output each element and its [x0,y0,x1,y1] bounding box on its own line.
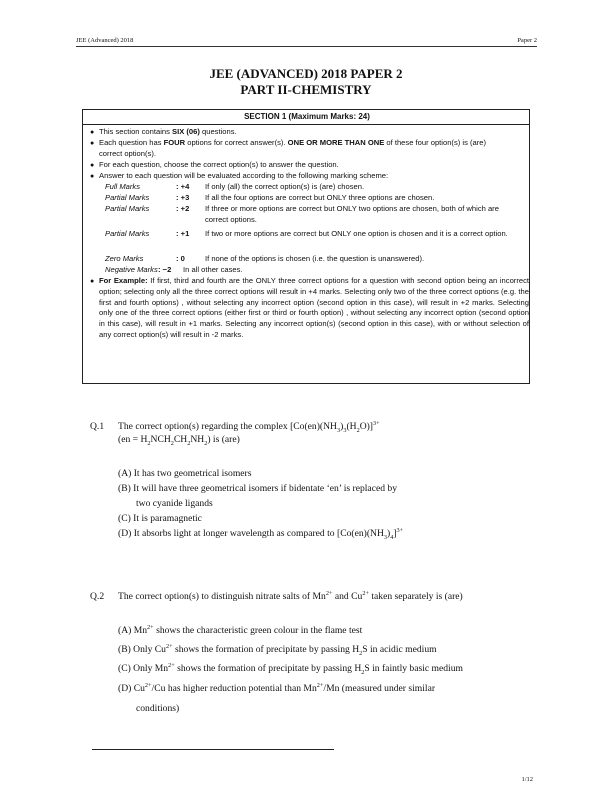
scheme-description: If two or more options are correct but ONLY one option is chosen and it is a correct option. [205,229,508,238]
instructions-box [82,109,530,384]
option-a: (A) It has two geometrical isomers [118,468,252,479]
bullet-icon: ● [90,173,95,180]
header-paper-number: Paper 2 [517,37,537,44]
bullet-icon: ● [90,129,95,136]
scheme-label: Negative Marks [105,265,158,274]
option-c: (C) It is paramagnetic [118,513,202,524]
scheme-mark: : −2 [158,265,172,274]
scheme-mark: : +2 [176,204,190,213]
bullet-icon: ● [90,278,95,285]
scheme-mark: : +4 [176,182,190,191]
bullet-icon: ● [90,162,95,169]
scheme-label: Partial Marks [105,229,150,238]
option-a: (A) $Mn^{2+}$ shows the characteristic green colour in the flame test [118,623,363,636]
scheme-mark: : +1 [176,229,190,238]
bullet-icon: ● [90,140,95,147]
scheme-description: In all other cases. [183,265,243,274]
section-title: SECTION 1 (Maximum Marks: 24) [244,112,370,121]
question-number: Q.2 [90,591,105,602]
question-number: Q.1 [90,421,105,432]
option-c: (C) Only $Mn^{2+}$ shows the formation of precipitate by passing $H_2S$ in faintly basic medium [118,661,463,676]
scheme-description: If none of the options is chosen (i.e. the question is unanswered). [205,254,425,263]
option-b: (B) It will have three geometrical isomers if bidentate ‘en’ is replaced by [118,483,397,494]
page-number: 1/12 [521,776,533,783]
scheme-description: If only (all) the correct option(s) is (are) chosen. [205,182,365,191]
instruction-marking: Answer to each question will be evaluated according to the following marking scheme: [99,171,389,180]
option-d: (D) It absorbs light at longer wavelength as compared to $[Co(en)(NH_3)_4]^{3+}$ [118,526,404,541]
question-text: The correct option(s) to distinguish nitrate salts of $Mn^{2+}$ and $Cu^{2+}$ taken separately is (are) [118,589,463,602]
option-b-cont: two cyanide ligands [136,498,213,509]
option-d-cont: conditions) [136,703,180,714]
instruction-choose: For each question, choose the correct option(s) to answer the question. [99,160,339,169]
page-subtitle: PART II-CHEMISTRY [240,82,372,97]
scheme-description: If three or more options are correct but ONLY two options are chosen, both of which are correct options. [205,204,499,224]
scheme-label: Partial Marks [105,204,150,213]
instruction-options: Each question has FOUR options for correct answer(s). ONE OR MORE THAN ONE of these four option(s) is (are) correct option(s). [99,138,487,158]
instruction-question-count: This section contains SIX (06) questions. [99,127,237,136]
question-text: The correct option(s) regarding the complex $[Co(en)(NH_3)_3(H_2O)]^{3+}$ [118,419,380,434]
section-title-rule [83,124,529,125]
page-title: JEE (ADVANCED) 2018 PAPER 2 [209,66,403,81]
option-b: (B) Only $Cu^{2+}$ shows the formation of precipitate by passing $H_2S$ in acidic medium [118,642,437,657]
header-exam-name: JEE (Advanced) 2018 [76,37,134,44]
scheme-mark: : 0 [176,254,185,263]
scheme-description: If all the four options are correct but ONLY three options are chosen. [205,193,435,202]
header-rule [76,46,537,47]
scheme-label: Zero Marks [105,254,144,263]
scheme-label: Full Marks [105,182,141,191]
question-text-line2: $(en = H_2NCH_2CH_2NH_2)$ is (are) [118,434,240,447]
footer-rule [92,749,334,750]
scheme-label: Partial Marks [105,193,150,202]
option-d: (D) $Cu^{2+}/Cu$ has higher reduction potential than $Mn^{2+}/Mn$ (measured under similar [118,681,436,694]
scheme-mark: : +3 [176,193,190,202]
marking-example: For Example: If first, third and fourth are the ONLY three correct options for a question with second option being an incorrect option; selecting only all the three correct options will result in +4 marks. Selecting only two of the three correct options (e.g. the first and fourth options) , without selecting any incorrect option (second option in this case), will result in +2 marks. Selecting only one of the three correct options (either first or third or fourth option) , without selecting any incorrect option (second option in this case), will result in +1 marks. Selecting any incorrect option(s) (second option in this case), with or without selection of any correct option(s) will result in -2 marks. [99,276,529,339]
